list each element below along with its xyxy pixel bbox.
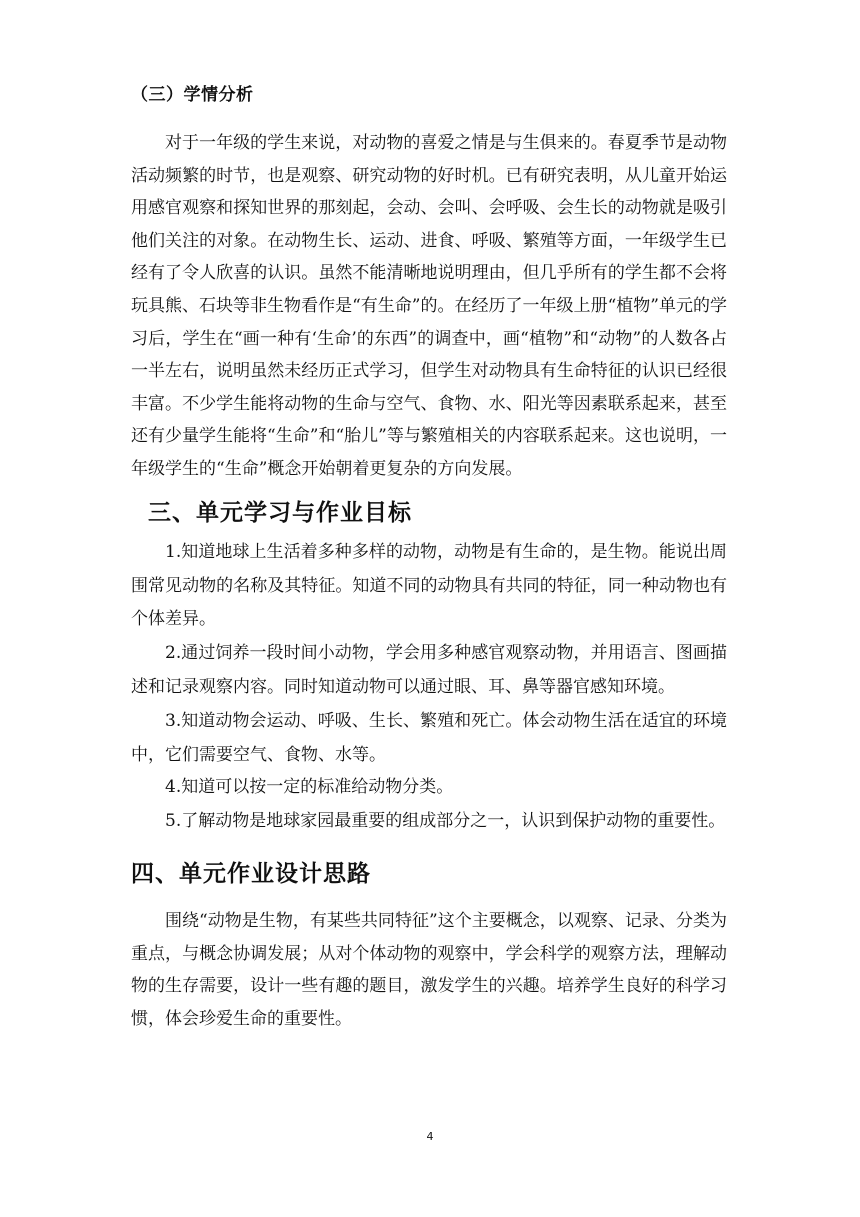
goal-item-2: 2.通过饲养一段时间小动物，学会用多种感官观察动物，并用语言、图画描述和记录观察内容。同时知道动物可以通过眼、耳、鼻等器官感知环境。: [131, 643, 727, 697]
goal-item-3: 3.知道动物会运动、呼吸、生长、繁殖和死亡。体会动物生活在适宜的环境中，它们需要空气、食物、水等。: [131, 711, 727, 765]
design-paragraph: 围绕“动物是生物，有某些共同特征”这个主要概念，以观察、记录、分类为重点，与概念协调发展；从对个体动物的观察中，学会科学的观察方法，理解动物的生存需要，设计一些有趣的题目，激发学生的兴趣。培养学生良好的科学习惯，体会珍爱生命的重要性。: [131, 911, 727, 1029]
goal-item-1: 1.知道地球上生活着多种多样的动物，动物是有生命的，是生物。能说出周围常见动物的名称及其特征。知道不同的动物具有共同的特征，同一种动物也有个体差异。: [131, 542, 727, 629]
goal-item-5: 5.了解动物是地球家园最重要的组成部分之一，认识到保护动物的重要性。: [165, 811, 726, 831]
design-heading: 四、单元作业设计思路: [131, 861, 371, 887]
page-number: 4: [426, 1130, 434, 1143]
goals-heading: 三、单元学习与作业目标: [148, 500, 412, 526]
learning-analysis-heading: （三）学情分析: [131, 85, 254, 105]
learning-analysis-paragraph: 对于一年级的学生来说，对动物的喜爱之情是与生俱来的。春夏季节是动物活动频繁的时节，也是观察、研究动物的好时机。已有研究表明，从儿童开始运用感官观察和探知世界的那刻起，会动、会叫、会呼吸、会生长的动物就是吸引他们关注的对象。在动物生长、运动、进食、呼吸、繁殖等方面，一年级学生已经有了令人欣喜的认识。虽然不能清晰地说明理由，但几乎所有的学生都不会将玩具熊、石块等非生物看作是“有生命”的。在经历了一年级上册“植物”单元的学习后，学生在“画一种有‘生命’的东西”的调查中，画“植物”和“动物”的人数各占一半左右，说明虽然未经历正式学习，但学生对动物具有生命特征的认识已经很丰富。不少学生能将动物的生命与空气、食物、水、阳光等因素联系起来，甚至还有少量学生能将“生命”和“胎儿”等与繁殖相关的内容联系起来。这也说明，一年级学生的“生命”概念开始朝着更复杂的方向发展。: [131, 133, 727, 479]
goal-item-4: 4.知道可以按一定的标准给动物分类。: [165, 777, 454, 797]
